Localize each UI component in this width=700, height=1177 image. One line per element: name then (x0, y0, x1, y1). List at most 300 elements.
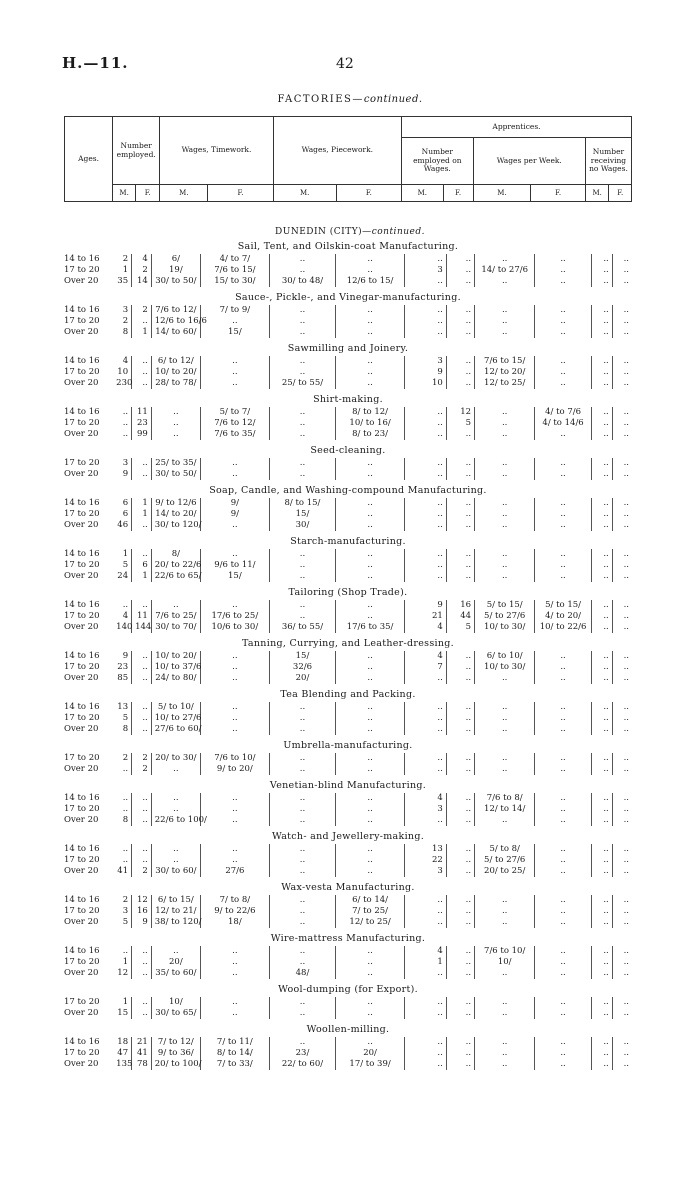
table-cell: .. (269, 469, 335, 480)
industry-section (64, 342, 632, 393)
table-cell: 17/6 to 35/ (336, 622, 405, 633)
table-cell: .. (132, 378, 152, 389)
table-cell: .. (132, 997, 152, 1008)
table-cell: 23 (132, 418, 152, 429)
table-cell: .. (591, 946, 612, 957)
table-cell: .. (269, 724, 335, 735)
table-cell: 30/ to 50/ (151, 469, 200, 480)
table-cell: .. (405, 713, 447, 724)
table-cell: Over 20 (64, 571, 99, 581)
table-cell: .. (151, 764, 200, 775)
industry-section (64, 830, 632, 881)
table-cell: .. (475, 276, 535, 287)
table-cell: 21 (405, 611, 447, 622)
industry-title: Sauce-, Pickle-, and Vinegar-manufacturing. (235, 292, 461, 303)
table-cell: 15/ (269, 651, 335, 662)
industry-table (64, 1037, 632, 1070)
table-cell: 17 to 20 (64, 367, 100, 377)
table-cell: .. (200, 662, 269, 673)
table-cell: .. (132, 804, 152, 815)
table-cell: Over 20 (64, 673, 99, 683)
table-cell: .. (446, 1037, 474, 1048)
table-cell: .. (336, 520, 405, 531)
table-cell: 1 (113, 957, 131, 968)
table-cell: .. (405, 895, 447, 906)
table-cell: .. (535, 367, 592, 378)
table-cell: 13 (113, 702, 131, 713)
table-cell: .. (535, 764, 592, 775)
table-cell: Over 20 (64, 276, 99, 286)
industry-title: Tanning, Currying, and Leather-dressing. (242, 638, 454, 649)
table-cell: .. (405, 1048, 447, 1059)
table-cell: 8/ to 14/ (200, 1048, 269, 1059)
table-cell: .. (535, 429, 592, 440)
industry-title: Woollen-milling. (306, 1024, 390, 1035)
industry-table (64, 895, 632, 928)
table-cell: .. (405, 906, 447, 917)
table-row (64, 662, 632, 673)
table-cell: 27/6 to 60/ (151, 724, 200, 735)
table-cell: .. (475, 1048, 535, 1059)
table-row (64, 418, 632, 429)
table-cell: .. (446, 946, 474, 957)
table-cell: 9/ (200, 509, 269, 520)
table-cell: .. (535, 651, 592, 662)
table-cell: 17/ to 39/ (336, 1059, 405, 1070)
table-cell: .. (336, 498, 405, 509)
table-cell: 36/ to 55/ (269, 622, 335, 633)
table-cell: 9/ to 20/ (200, 764, 269, 775)
table-cell: .. (336, 815, 405, 826)
industry-title: Soap, Candle, and Washing-compound Manufacturing. (209, 485, 487, 496)
table-cell: .. (336, 946, 405, 957)
table-cell: .. (623, 753, 629, 763)
table-cell: .. (336, 753, 405, 764)
table-cell: .. (151, 946, 200, 957)
table-cell: 6/ to 12/ (151, 356, 200, 367)
table-cell: 9/ to 22/6 (200, 906, 269, 917)
table-cell: 30/ to 70/ (151, 622, 200, 633)
table-cell: .. (405, 815, 447, 826)
table-cell: .. (113, 600, 131, 611)
table-cell: .. (269, 549, 335, 560)
table-cell: 12/ to 14/ (475, 804, 535, 815)
table-cell: .. (623, 1048, 629, 1058)
table-cell: .. (623, 509, 629, 519)
table-cell: 30/ to 48/ (269, 276, 335, 287)
table-row (64, 1048, 632, 1059)
table-cell: 2 (113, 254, 131, 265)
table-cell: 17 to 20 (64, 753, 100, 763)
table-cell: .. (623, 968, 629, 978)
table-cell: 20/ to 30/ (151, 753, 200, 764)
table-row (64, 265, 632, 276)
table-cell: .. (132, 957, 152, 968)
industry-section (64, 739, 632, 779)
table-cell: 22/6 to 65/ (151, 571, 200, 582)
table-cell: 2 (132, 866, 152, 877)
table-row (64, 1059, 632, 1070)
table-cell: 14 to 16 (64, 549, 100, 559)
table-cell: 9/ to 12/6 (151, 498, 200, 509)
table-cell: .. (623, 571, 629, 581)
table-cell: 7/6 to 15/ (475, 356, 535, 367)
table-cell: .. (535, 793, 592, 804)
table-cell: .. (535, 724, 592, 735)
table-cell: 17 to 20 (64, 560, 100, 570)
table-cell: .. (623, 418, 629, 428)
table-cell: 7/ to 11/ (200, 1037, 269, 1048)
table-cell: .. (336, 997, 405, 1008)
table-cell: 6/ (151, 254, 200, 265)
industry-section (64, 393, 632, 444)
table-cell: .. (200, 844, 269, 855)
table-cell: .. (269, 1008, 335, 1019)
table-cell: 6 (113, 498, 131, 509)
table-cell: .. (591, 367, 612, 378)
table-cell: .. (132, 946, 152, 957)
table-cell: .. (591, 509, 612, 520)
table-cell: .. (336, 713, 405, 724)
table-cell: .. (446, 378, 474, 389)
table-cell: 30/ to 65/ (151, 1008, 200, 1019)
table-cell: 10/ to 30/ (475, 662, 535, 673)
industry-section (64, 586, 632, 637)
table-cell: .. (623, 600, 629, 610)
table-cell: 30/ to 120/ (151, 520, 200, 531)
table-cell: .. (475, 968, 535, 979)
table-cell: 17 to 20 (64, 418, 100, 428)
table-cell: .. (623, 265, 629, 275)
table-cell: .. (535, 498, 592, 509)
table-row (64, 815, 632, 826)
table-cell: .. (535, 305, 592, 316)
table-cell: .. (113, 855, 131, 866)
table-cell: .. (623, 866, 629, 876)
table-row (64, 276, 632, 287)
table-cell: .. (591, 968, 612, 979)
table-cell: 11 (132, 407, 152, 418)
table-cell: .. (405, 1037, 447, 1048)
table-cell: .. (623, 844, 629, 854)
wages-timework-header: Wages, Timework. (160, 117, 273, 185)
table-cell: .. (446, 895, 474, 906)
table-cell: 99 (132, 429, 152, 440)
table-cell: .. (113, 793, 131, 804)
region-name: DUNEDIN (CITY)— (275, 227, 372, 237)
table-cell: 8 (113, 327, 131, 338)
table-cell: 1 (132, 498, 152, 509)
table-cell: .. (475, 418, 535, 429)
table-cell: 14 to 16 (64, 1037, 100, 1047)
table-cell: 38/ to 120/ (151, 917, 200, 928)
industry-title: Sail, Tent, and Oilskin-coat Manufacturing. (237, 241, 459, 252)
table-cell: .. (591, 458, 612, 469)
table-row (64, 378, 632, 389)
table-cell: .. (535, 1048, 592, 1059)
table-cell: .. (591, 549, 612, 560)
table-cell: .. (200, 724, 269, 735)
table-cell: .. (475, 498, 535, 509)
table-cell: .. (151, 600, 200, 611)
table-cell: 20/ to 100/ (151, 1059, 200, 1070)
table-cell: .. (535, 957, 592, 968)
table-cell: 5 (446, 418, 474, 429)
table-cell: Over 20 (64, 429, 99, 439)
table-cell: .. (623, 651, 629, 661)
table-cell: .. (336, 764, 405, 775)
table-cell: 7/6 to 25/ (151, 611, 200, 622)
table-row (64, 600, 632, 611)
table-cell: 7/6 to 15/ (200, 265, 269, 276)
table-row (64, 327, 632, 338)
table-cell: .. (151, 418, 200, 429)
table-cell: 28/ to 78/ (151, 378, 200, 389)
table-cell: .. (200, 673, 269, 684)
table-cell: .. (269, 844, 335, 855)
industry-table (64, 498, 632, 531)
f-header: F. (443, 185, 473, 202)
table-cell: .. (405, 571, 447, 582)
table-cell: .. (591, 1048, 612, 1059)
table-cell: .. (132, 1008, 152, 1019)
table-cell: .. (535, 968, 592, 979)
table-cell: .. (446, 906, 474, 917)
industry-table (64, 844, 632, 877)
table-cell: 4/ to 7/ (200, 254, 269, 265)
f-header: F. (336, 185, 401, 202)
table-cell: 35/ to 60/ (151, 968, 200, 979)
table-cell: .. (405, 968, 447, 979)
table-cell: .. (446, 844, 474, 855)
table-cell: .. (132, 367, 152, 378)
table-cell: .. (446, 793, 474, 804)
table-cell: 8/ to 23/ (336, 429, 405, 440)
table-cell: 8/ (151, 549, 200, 560)
industry-table (64, 549, 632, 582)
table-cell: .. (623, 549, 629, 559)
table-cell: .. (591, 651, 612, 662)
table-cell: 3 (405, 265, 447, 276)
table-cell: Over 20 (64, 968, 99, 978)
table-cell: 4 (113, 611, 131, 622)
table-cell: .. (269, 702, 335, 713)
table-cell: 10/ to 22/6 (535, 622, 592, 633)
table-cell: 15 (113, 1008, 131, 1019)
table-cell: Over 20 (64, 815, 99, 825)
table-cell: 5/ to 27/6 (475, 855, 535, 866)
table-cell: 9 (113, 469, 131, 480)
table-cell: 2 (113, 895, 131, 906)
table-cell: 12/ to 25/ (336, 917, 405, 928)
table-cell: .. (446, 327, 474, 338)
table-cell: .. (623, 316, 629, 326)
table-cell: .. (336, 265, 405, 276)
table-cell: 17 to 20 (64, 458, 100, 468)
table-cell: .. (446, 917, 474, 928)
table-cell: .. (446, 316, 474, 327)
table-cell: .. (475, 724, 535, 735)
table-cell: .. (591, 327, 612, 338)
table-cell: 46 (113, 520, 131, 531)
table-cell: .. (269, 429, 335, 440)
table-cell: .. (132, 844, 152, 855)
table-cell: .. (623, 469, 629, 479)
table-cell: .. (336, 549, 405, 560)
table-cell: .. (623, 724, 629, 734)
table-cell: .. (269, 611, 335, 622)
table-cell: .. (446, 254, 474, 265)
page-title (0, 94, 700, 105)
table-cell: 14 to 16 (64, 305, 100, 315)
table-cell: .. (535, 702, 592, 713)
table-cell: 1 (113, 549, 131, 560)
table-cell: .. (475, 571, 535, 582)
table-cell: .. (336, 957, 405, 968)
table-cell: .. (623, 407, 629, 417)
table-cell: .. (623, 702, 629, 712)
table-cell: .. (269, 254, 335, 265)
table-cell: .. (132, 356, 152, 367)
industry-table (64, 458, 632, 480)
table-cell: 7/6 to 12/ (151, 305, 200, 316)
industry-title: Shirt-making. (313, 394, 383, 405)
table-cell: .. (623, 305, 629, 315)
table-cell: .. (200, 957, 269, 968)
table-cell: .. (535, 997, 592, 1008)
table-cell: 20/ (151, 957, 200, 968)
table-row (64, 724, 632, 735)
table-cell: .. (336, 356, 405, 367)
table-cell: .. (446, 305, 474, 316)
table-cell: .. (336, 651, 405, 662)
table-row (64, 673, 632, 684)
table-cell: .. (132, 724, 152, 735)
table-cell: 2 (132, 764, 152, 775)
table-cell: .. (446, 520, 474, 531)
table-cell: .. (200, 316, 269, 327)
table-cell: .. (535, 276, 592, 287)
industry-table (64, 997, 632, 1019)
f-header: F. (208, 185, 273, 202)
table-cell: .. (535, 662, 592, 673)
table-cell: .. (446, 804, 474, 815)
table-cell: .. (475, 305, 535, 316)
table-cell: .. (446, 713, 474, 724)
table-cell: .. (475, 1059, 535, 1070)
industry-section (64, 444, 632, 484)
table-cell: 4 (405, 946, 447, 957)
table-cell: .. (336, 458, 405, 469)
table-cell: .. (535, 560, 592, 571)
table-cell: 12 (132, 895, 152, 906)
table-cell: 17 to 20 (64, 957, 100, 967)
table-cell: Over 20 (64, 724, 99, 734)
table-cell: .. (336, 327, 405, 338)
m-header: M. (273, 185, 336, 202)
table-cell: .. (623, 520, 629, 530)
table-cell: .. (269, 560, 335, 571)
table-cell: .. (405, 429, 447, 440)
table-cell: 10/6 to 30/ (200, 622, 269, 633)
table-cell: 27/6 (200, 866, 269, 877)
table-row (64, 367, 632, 378)
table-cell: 7/6 to 12/ (200, 418, 269, 429)
table-cell: 17 to 20 (64, 662, 100, 672)
table-cell: 8 (113, 724, 131, 735)
table-cell: .. (535, 895, 592, 906)
table-cell: .. (591, 265, 612, 276)
parliamentary-paper-ref: H.—11. (62, 54, 129, 72)
table-row (64, 1008, 632, 1019)
apprentices-header: Apprentices. (401, 117, 631, 138)
table-cell: .. (591, 378, 612, 389)
table-cell: 23/ (269, 1048, 335, 1059)
number-employed-header: Number employed. (113, 117, 160, 185)
table-cell: 2 (113, 753, 131, 764)
table-row (64, 305, 632, 316)
table-cell: 15/ to 30/ (200, 276, 269, 287)
industry-table (64, 254, 632, 287)
industry-table (64, 702, 632, 735)
table-cell: 30/ to 60/ (151, 866, 200, 877)
industry-table (64, 407, 632, 440)
table-cell: 4/ to 20/ (535, 611, 592, 622)
table-cell: .. (535, 254, 592, 265)
table-cell: .. (591, 702, 612, 713)
table-cell: .. (269, 571, 335, 582)
industry-title: Tea Blending and Packing. (280, 689, 416, 700)
table-cell: Over 20 (64, 378, 99, 388)
table-cell: .. (446, 753, 474, 764)
table-cell: .. (446, 968, 474, 979)
table-cell: .. (269, 855, 335, 866)
industry-section (64, 291, 632, 342)
table-cell: .. (269, 356, 335, 367)
table-cell: 12/6 to 15/ (336, 276, 405, 287)
table-cell: .. (591, 1037, 612, 1048)
table-cell: .. (336, 305, 405, 316)
industry-title: Tailoring (Shop Trade). (288, 587, 408, 598)
table-cell: 1 (113, 997, 131, 1008)
table-cell: 6 (113, 509, 131, 520)
table-cell: .. (475, 520, 535, 531)
table-cell: 14 to 16 (64, 407, 100, 417)
table-cell: 12/6 to 16/6 (151, 316, 200, 327)
table-cell: 17 to 20 (64, 855, 100, 865)
table-cell: .. (535, 378, 592, 389)
table-cell: 17 to 20 (64, 265, 100, 275)
table-cell: .. (269, 327, 335, 338)
table-cell: Over 20 (64, 1008, 99, 1018)
m-header: M. (160, 185, 208, 202)
app-wages-per-week-header: Wages per Week. (473, 138, 585, 185)
table-cell: .. (535, 549, 592, 560)
table-cell: .. (200, 815, 269, 826)
industry-table (64, 305, 632, 338)
table-row (64, 844, 632, 855)
page-title-italic: continued. (363, 94, 423, 105)
table-cell: .. (535, 946, 592, 957)
table-cell: .. (591, 662, 612, 673)
table-cell: .. (336, 673, 405, 684)
table-cell: .. (132, 855, 152, 866)
table-cell: .. (132, 469, 152, 480)
table-row (64, 316, 632, 327)
table-cell: 41 (113, 866, 131, 877)
table-cell: .. (623, 622, 629, 632)
table-cell: .. (475, 702, 535, 713)
